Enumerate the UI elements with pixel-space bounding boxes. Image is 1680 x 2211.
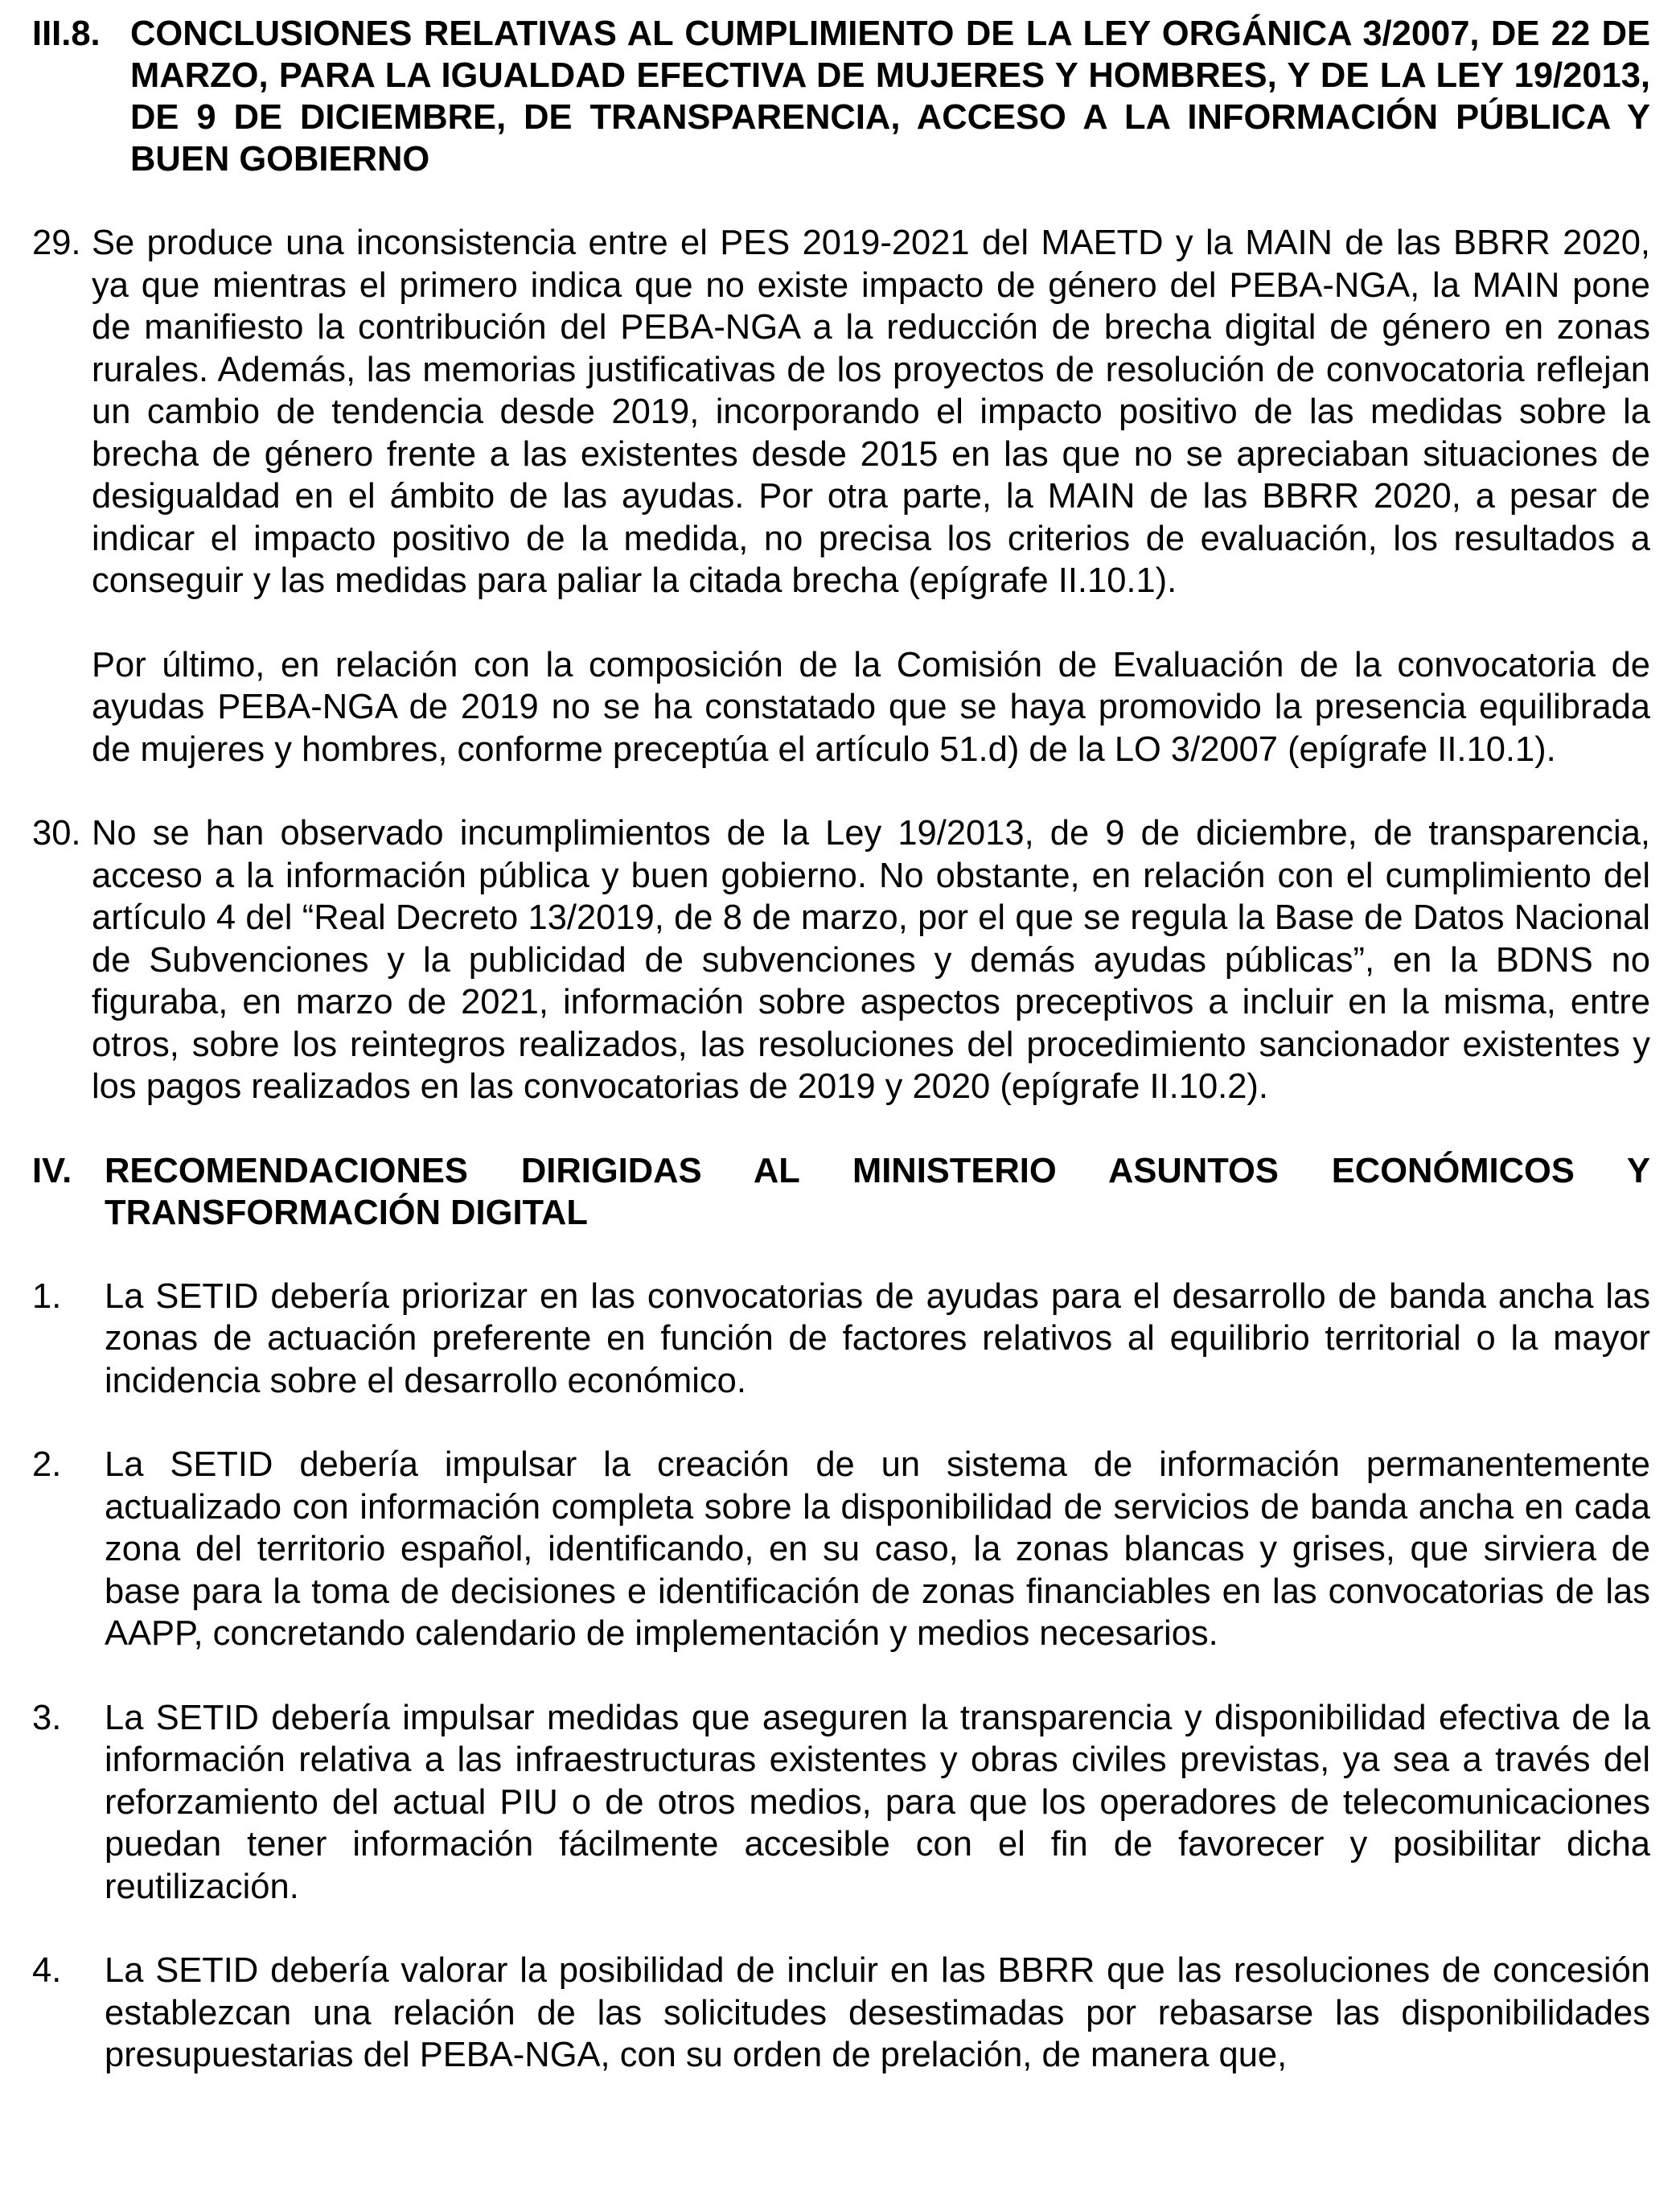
section-title: RECOMENDACIONES DIRIGIDAS AL MINISTERIO ASUNTOS ECONÓMICOS Y TRANSFORMACIÓN DIGITAL	[105, 1151, 1650, 1232]
section-number: III.8.	[32, 14, 101, 53]
recommendation-text: La SETID debería impulsar la creación de un sistema de información permanentemente actualizado con información completa sobre la disponibilidad de servicios de banda ancha en cada zona del territorio español, identificando, en su caso, la zonas blancas y grises, que sirviera de base para la toma de decisiones e identificación de zonas financiables en las convocatorias de las AAPP, concretando calendario de implementación y medios necesarios.	[105, 1445, 1650, 1653]
recommendation-number: 2.	[32, 1445, 62, 1484]
conclusion-body	[92, 812, 1650, 1108]
conclusion-item-29	[32, 222, 1650, 771]
recommendation-item-1	[32, 1276, 1650, 1403]
section-title: CONCLUSIONES RELATIVAS AL CUMPLIMIENTO DE LA LEY ORGÁNICA 3/2007, DE 22 DE MARZO, PARA LA IGUALDAD EFECTIVA DE MUJERES Y HOMBRES, Y DE LA LEY 19/2013, DE 9 DE DICIEMBRE, DE TRANSPARENCIA, ACCESO A LA INFORMACIÓN PÚBLICA Y BUEN GOBIERNO	[130, 14, 1650, 179]
section-heading-iv	[32, 1150, 1650, 1234]
recommendation-number: 1.	[32, 1276, 62, 1316]
recommendation-text: La SETID debería priorizar en las convocatorias de ayudas para el desarrollo de banda ancha las zonas de actuación preferente en función de factores relativos al equilibrio territorial o la mayor incidencia sobre el desarrollo económico.	[105, 1276, 1650, 1400]
recommendation-item-2	[32, 1444, 1650, 1655]
recommendation-text: La SETID debería impulsar medidas que aseguren la transparencia y disponibilidad efectiva de la información relativa a las infraestructuras existentes y obras civiles previstas, ya sea a través del reforzamiento del actual PIU o de otros medios, para que los operadores de telecomunicaciones puedan tener información fácilmente accesible con el fin de favorecer y posibilitar dicha reutilización.	[105, 1698, 1650, 1906]
recommendation-number: 3.	[32, 1698, 62, 1737]
recommendation-number: 4.	[32, 1951, 62, 1990]
section-number: IV.	[32, 1151, 72, 1190]
conclusion-number: 29.	[32, 224, 81, 262]
conclusion-body	[92, 222, 1650, 771]
conclusion-paragraph: Por último, en relación con la composición de la Comisión de Evaluación de la convocatoria de ayudas PEBA-NGA de 2019 no se ha constatado que se haya promovido la presencia equilibrada de mujeres y hombres, conforme preceptúa el artículo 51.d) de la LO 3/2007 (epígrafe II.10.1).	[92, 645, 1650, 769]
conclusion-paragraph: No se han observado incumplimientos de la Ley 19/2013, de 9 de diciembre, de transparencia, acceso a la información pública y buen gobierno. No obstante, en relación con el cumplimiento del artículo 4 del “Real Decreto 13/2019, de 8 de marzo, por el que se regula la Base de Datos Nacional de Subvenciones y la publicidad de subvenciones y demás ayudas públicas”, en la BDNS no figuraba, en marzo de 2021, información sobre aspectos preceptivos a incluir en la misma, entre otros, sobre los reintegros realizados, las resoluciones del procedimiento sancionador existentes y los pagos realizados en las convocatorias de 2019 y 2020 (epígrafe II.10.2).	[92, 814, 1650, 1106]
recommendation-item-3	[32, 1697, 1650, 1909]
recommendation-body	[105, 1950, 1650, 2077]
recommendation-item-4	[32, 1950, 1650, 2077]
recommendation-body	[105, 1697, 1650, 1909]
recommendation-body	[105, 1276, 1650, 1403]
recommendation-body	[105, 1444, 1650, 1655]
section-heading-iii8	[32, 13, 1650, 180]
conclusion-paragraph: Se produce una inconsistencia entre el PES 2019-2021 del MAETD y la MAIN de las BBRR 2020, ya que mientras el primero indica que no existe impacto de género del PEBA-NGA, la MAIN pone de manifiesto la contribución del PEBA-NGA a la reducción de brecha digital de género en zonas rurales. Además, las memorias justificativas de los proyectos de resolución de convocatoria reflejan un cambio de tendencia desde 2019, incorporando el impacto positivo de las medidas sobre la brecha de género frente a las existentes desde 2015 en las que no se apreciaban situaciones de desigualdad en el ámbito de las ayudas. Por otra parte, la MAIN de las BBRR 2020, a pesar de indicar el impacto positivo de la medida, no precisa los criterios de evaluación, los resultados a conseguir y las medidas para paliar la citada brecha (epígrafe II.10.1).	[92, 224, 1650, 600]
conclusion-number: 30.	[32, 814, 81, 853]
document-page	[32, 13, 1650, 2077]
conclusion-item-30	[32, 812, 1650, 1108]
recommendation-text: La SETID debería valorar la posibilidad de incluir en las BBRR que las resoluciones de concesión establezcan una relación de las solicitudes desestimadas por rebasarse las disponibilidades presupuestarias del PEBA-NGA, con su orden de prelación, de manera que,	[105, 1951, 1650, 2074]
